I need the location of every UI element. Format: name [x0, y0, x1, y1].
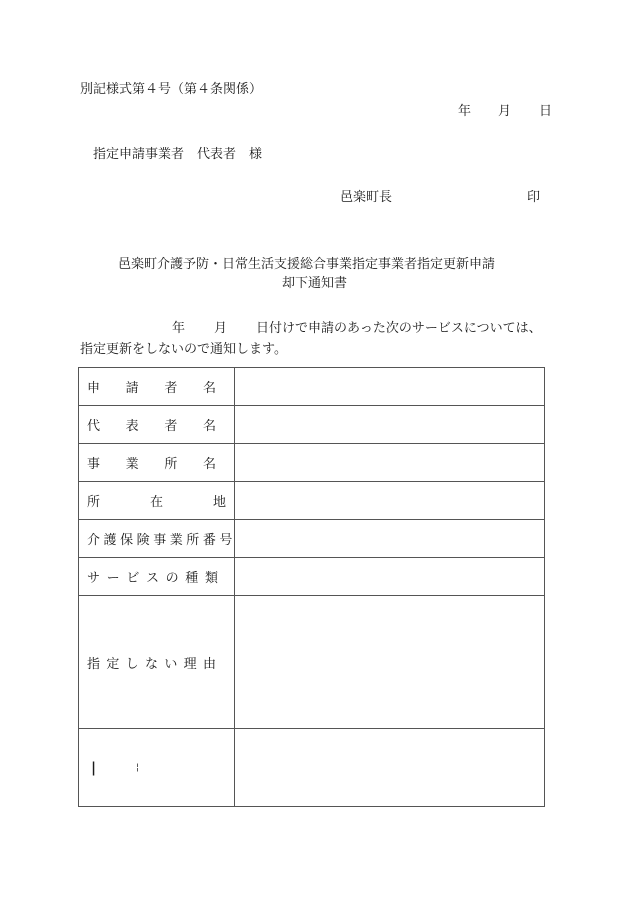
label-office-name: [79, 444, 235, 482]
label-char: 事: [87, 457, 101, 472]
table-row: [79, 729, 545, 807]
mark-left-icon: |: [91, 759, 97, 776]
label-char: サ: [87, 571, 101, 586]
value-applicant-name[interactable]: [235, 368, 545, 406]
label-char: 地: [212, 495, 226, 510]
label-char: 申: [87, 381, 101, 396]
label-char: 保: [120, 533, 133, 548]
label-refusal-reason: [79, 596, 235, 729]
mark-right-icon: ¦: [136, 762, 140, 773]
application-table: [78, 367, 545, 807]
date-year: 年: [458, 104, 472, 119]
label-representative-name: [79, 406, 235, 444]
table-row: [79, 482, 545, 520]
label-char: 指: [87, 656, 101, 672]
value-representative-name[interactable]: [235, 406, 545, 444]
table-row: [79, 406, 545, 444]
form-number: 別記様式第４号（第４条関係）: [80, 82, 263, 97]
label-char: 請: [125, 381, 139, 396]
label-char: 者: [164, 381, 178, 396]
label-char: 護: [103, 533, 117, 548]
label-char: い: [164, 656, 178, 672]
table-row: [79, 520, 545, 558]
value-remarks[interactable]: [235, 729, 545, 807]
label-char: 業: [169, 533, 183, 548]
body-month: 月: [214, 321, 228, 336]
label-char: 表: [125, 419, 139, 434]
date-line: [458, 104, 553, 120]
table-row: [79, 368, 545, 406]
label-char: 業: [125, 457, 139, 472]
label-char: 定: [106, 656, 120, 672]
label-char: 番: [202, 533, 216, 548]
body-line2: 指定更新をしないので通知します。: [80, 342, 287, 357]
label-char: 者: [164, 419, 178, 434]
label-char: 由: [202, 656, 216, 672]
label-char: 名: [202, 381, 216, 396]
date-day: 日: [539, 104, 553, 119]
value-refusal-reason[interactable]: [235, 596, 545, 729]
label-char: な: [144, 656, 158, 672]
label-char: 代: [87, 419, 101, 434]
label-office-number: [79, 520, 235, 558]
label-service-type: [79, 558, 235, 596]
table-row: [79, 596, 545, 729]
label-char: ー: [106, 571, 120, 586]
body-year: 年: [172, 321, 186, 336]
label-char: 介: [87, 533, 100, 548]
body-line1: [172, 321, 542, 337]
label-char: 所: [87, 495, 101, 510]
value-office-name[interactable]: [235, 444, 545, 482]
addressee: 指定申請事業者 代表者 様: [93, 147, 263, 162]
label-char: 険: [136, 533, 150, 548]
label-char: 在: [149, 495, 163, 510]
label-char: 理: [183, 656, 197, 672]
label-char: の: [165, 571, 179, 586]
label-char: ス: [145, 571, 159, 586]
label-char: 所: [164, 457, 178, 472]
issuer-seal: 印: [527, 190, 541, 205]
body-rest: 日付けで申請のあった次のサービスについては、: [256, 321, 542, 336]
value-office-number[interactable]: [235, 520, 545, 558]
label-char: ビ: [126, 571, 140, 586]
label-char: 類: [204, 571, 218, 586]
document-title-line1: 邑楽町介護予防・日常生活支援総合事業指定事業者指定更新申請: [118, 257, 496, 272]
label-char: 号: [219, 533, 232, 548]
label-applicant-name: [79, 368, 235, 406]
label-char: 所: [186, 533, 199, 548]
label-remarks: [79, 729, 235, 807]
label-location: [79, 482, 235, 520]
document-title-line2: 却下通知書: [282, 276, 348, 291]
label-char: 名: [202, 457, 216, 472]
table-row: [79, 444, 545, 482]
value-service-type[interactable]: [235, 558, 545, 596]
label-char: 種: [185, 571, 199, 586]
label-char: 事: [153, 533, 166, 548]
value-location[interactable]: [235, 482, 545, 520]
table-row: [79, 558, 545, 596]
issuer-name: 邑楽町長: [340, 190, 393, 205]
label-char: し: [125, 656, 139, 672]
date-month: 月: [498, 104, 512, 119]
label-char: 名: [202, 419, 216, 434]
